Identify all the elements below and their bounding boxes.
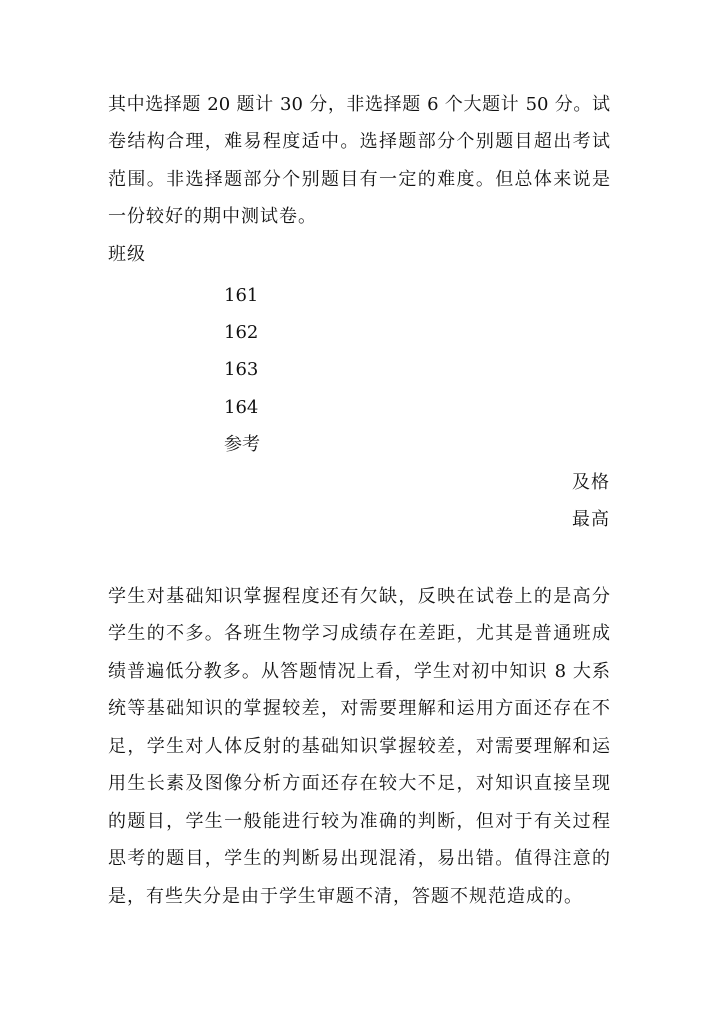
text-line: 绩普遍低分教多。从答题情况上看，学生对初中知识 8 大系: [108, 661, 610, 682]
class-row: 参考: [224, 434, 260, 455]
text-line: 用生长素及图像分析方面还存在较大不足，对知识直接呈现: [108, 773, 610, 794]
text-line: 一份较好的期中测试卷。: [108, 206, 317, 227]
text-line: 范围。非选择题部分个别题目有一定的难度。但总体来说是: [108, 169, 610, 190]
class-row: 163: [224, 359, 259, 380]
text-line: 思考的题目，学生的判断易出现混淆，易出错。值得注意的: [108, 848, 610, 869]
text-line: 学生的不多。各班生物学习成绩存在差距，尤其是普通班成: [108, 623, 610, 644]
text-line: 其中选择题 20 题计 30 分，非选择题 6 个大题计 50 分。试: [108, 94, 610, 115]
text-line: 是，有些失分是由于学生审题不清，答题不规范造成的。: [108, 886, 583, 907]
class-row: 161: [224, 285, 259, 306]
text-line: 的题目，学生一般能进行较为准确的判断，但对于有关过程: [108, 811, 610, 832]
text-line: 统等基础知识的掌握较差，对需要理解和运用方面还存在不: [108, 698, 610, 719]
table-header-class: 班级: [108, 244, 146, 265]
text-line: 卷结构合理，难易程度适中。选择题部分个别题目超出考试: [108, 131, 610, 152]
text-line: 学生对基础知识掌握程度还有欠缺，反映在试卷上的是高分: [108, 586, 610, 607]
class-row: 164: [224, 397, 259, 418]
class-row: 162: [224, 322, 259, 343]
text-line: 足，学生对人体反射的基础知识掌握较差，对需要理解和运: [108, 736, 610, 757]
column-header-pass: 及格: [572, 472, 610, 493]
column-header-max: 最高: [572, 509, 610, 530]
